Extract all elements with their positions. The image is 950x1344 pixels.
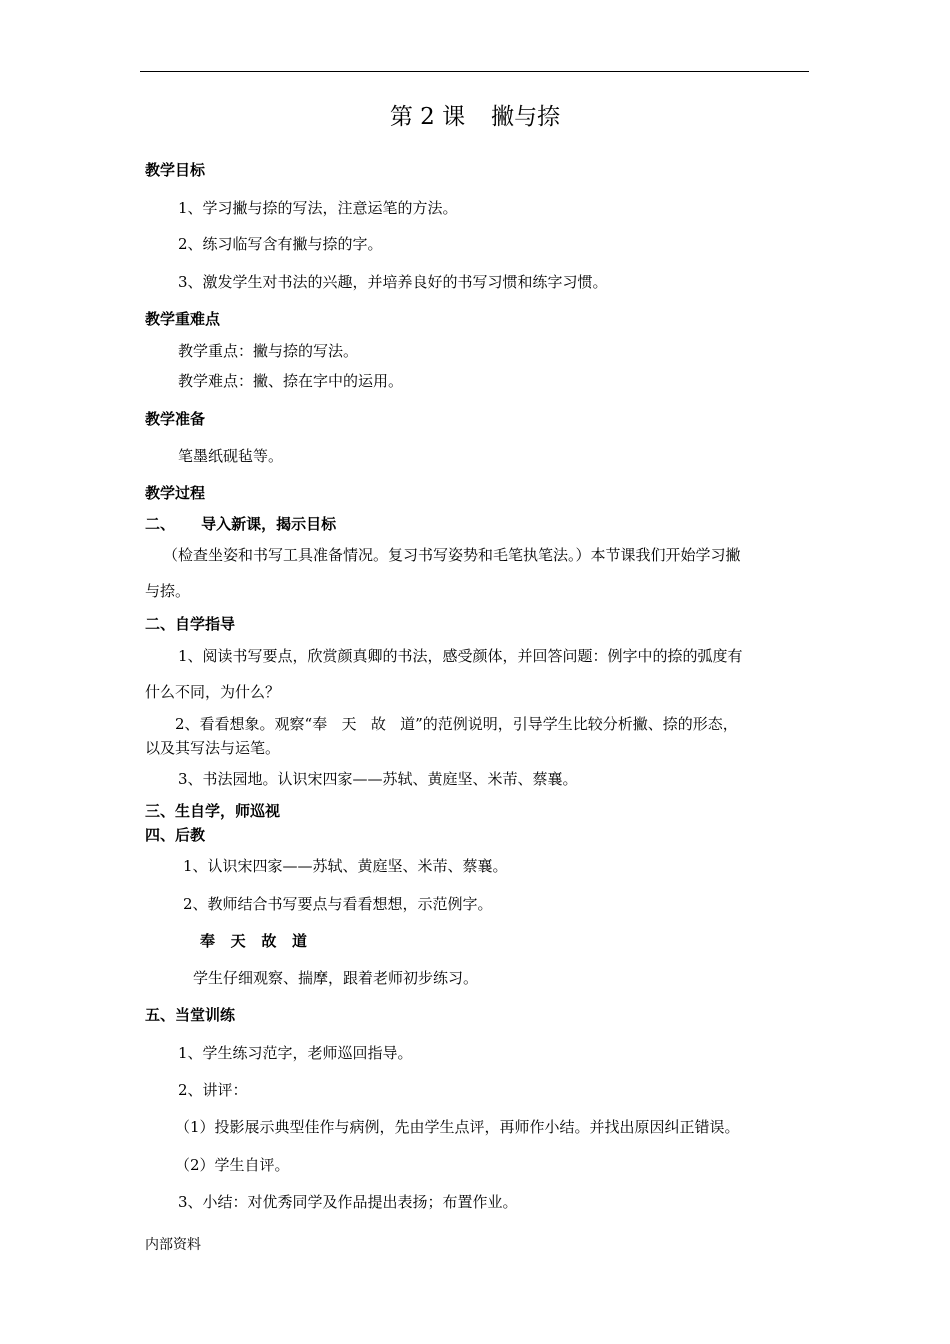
goal-item: 3、激发学生对书法的兴趣，并培养良好的书写习惯和练字习惯。: [178, 273, 608, 291]
heading-goals: 教学目标: [145, 161, 206, 179]
preparation-item: 笔墨纸砚毡等。: [178, 447, 284, 465]
heading-key-points: 教学重难点: [145, 310, 221, 328]
heading-part5: 五、当堂训练: [145, 1006, 236, 1024]
footer-note: 内部资料: [145, 1237, 201, 1253]
part2-item1-cont: 什么不同，为什么？: [145, 683, 281, 701]
part2-item1: 1、阅读书写要点，欣赏颜真卿的书法，感受颜体，并回答问题：例字中的捺的弧度有: [178, 647, 743, 665]
part2-item2-cont: 以及其写法与运笔。: [145, 739, 281, 757]
model-characters: 奉 天 故 道: [200, 932, 307, 950]
heading-part4: 四、后教: [145, 826, 206, 844]
part5-sub1: （1）投影展示典型佳作与病例，先由学生点评，再师作小结。并找出原因纠正错误。: [175, 1118, 740, 1136]
heading-part3: 三、生自学，师巡视: [145, 802, 281, 820]
part4-practice: 学生仔细观察、揣摩，跟着老师初步练习。: [193, 969, 479, 987]
part5-item3: 3、小结：对优秀同学及作品提出表扬；布置作业。: [178, 1193, 518, 1211]
lesson-number: 第 2 课: [389, 104, 466, 130]
part1-text: （检查坐姿和书写工具准备情况。复习书写姿势和毛笔执笔法。）本节课我们开始学习撇: [163, 546, 741, 564]
heading-process: 教学过程: [145, 484, 206, 502]
part5-sub2: （2）学生自评。: [175, 1156, 290, 1174]
goal-item: 1、学习撇与捺的写法，注意运笔的方法。: [178, 199, 458, 217]
part1-text-cont: 与捺。: [145, 582, 191, 600]
part4-item2: 2、教师结合书写要点与看看想想，示范例字。: [183, 895, 493, 913]
part2-item3: 3、书法园地。认识宋四家——苏轼、黄庭坚、米芾、蔡襄。: [178, 770, 578, 788]
header-rule: [140, 71, 809, 72]
heading-preparation: 教学准备: [145, 410, 206, 428]
part2-item2: 2、看看想象。观察“奉 天 故 道”的范例说明，引导学生比较分析撇、捺的形态，: [175, 715, 738, 733]
part5-item1: 1、学生练习范字，老师巡回指导。: [178, 1044, 413, 1062]
part5-item2: 2、讲评：: [178, 1081, 248, 1099]
heading-part1: 二、 导入新课，揭示目标: [145, 515, 337, 533]
part4-item1: 1、认识宋四家——苏轼、黄庭坚、米芾、蔡襄。: [183, 857, 508, 875]
heading-part2: 二、自学指导: [145, 615, 236, 633]
goal-item: 2、练习临写含有撇与捺的字。: [178, 235, 383, 253]
key-point-item: 教学难点：撇、捺在字中的运用。: [178, 372, 404, 390]
page-title: [0, 100, 950, 134]
key-point-item: 教学重点：撇与捺的写法。: [178, 342, 359, 360]
lesson-topic: 撇与捺: [491, 104, 561, 130]
